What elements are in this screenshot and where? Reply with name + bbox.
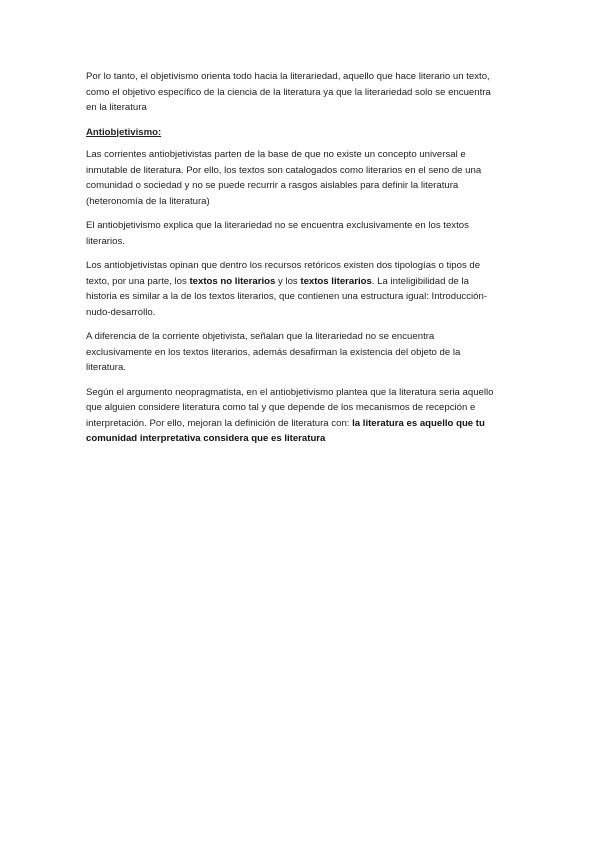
paragraph-antiobjetivistas-base: Las corrientes antiobjetivistas parten de la base de que no existe un concepto universal e inmutable de literatura. Por ello, los textos son catalogados como literarios en el seno de una comunidad o sociedad y no se puede recurrir a rasgos aislables para definir la literatura (heteronomía de la literatura)	[86, 149, 482, 207]
section-heading-antiobjetivismo: Antiobjetivismo:	[86, 126, 162, 138]
paragraph-objetivismo-conclusion: Por lo tanto, el objetivismo orienta todo hacia la literariedad, aquello que hace literario un texto, como el objetivo específico de la ciencia de la literatura ya que la literariedad solo se encuentra en la literatura	[86, 71, 491, 113]
paragraph-literariedad: El antiobjetivismo explica que la literariedad no se encuentra exclusivamente en los textos literarios.	[86, 220, 469, 247]
bold-term-no-literarios: textos no literarios	[189, 275, 276, 287]
text-span: Según el argumento neopragmatista, en el antiobjetivismo plantea que la literatura seria aquello que alguien considere literatura como tal y que depende de los mecanismos de recepción e interpretación. Por ello, mejoran la definición de literatura con:	[86, 386, 494, 429]
text-span: y los	[275, 275, 301, 287]
bold-definition: la literatura es aquello que tu comunidad interpretativa considera que es literatura	[86, 417, 485, 444]
bold-term-literarios: textos literarios	[300, 275, 372, 287]
paragraph-tipologias	[86, 258, 499, 320]
paragraph-neopragmatista	[86, 385, 499, 447]
text-span: . La inteligibilidad de la historia es similar a la de los textos literarios, que contienen una estructura igual: Introducción-nudo-desarrollo.	[86, 275, 488, 318]
text-span: Los antiobjetivistas opinan que dentro los recursos retóricos existen dos tipologías o tipos de texto, por una parte, los	[86, 260, 481, 287]
paragraph-diferencia-objetivista: A diferencia de la corriente objetivista, señalan que la literariedad no se encuentra exclusivamente en los textos literarios, además desafirman la existencia del objeto de la literatura.	[86, 331, 461, 373]
